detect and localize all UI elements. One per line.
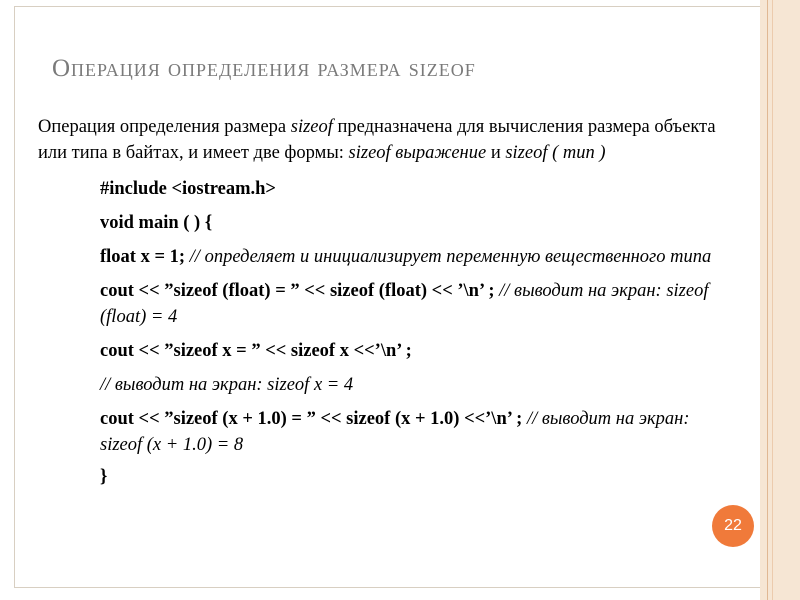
code-line-float (100, 244, 728, 270)
code-line-close (100, 464, 728, 490)
intro-keyword: sizeof выражение (348, 143, 487, 163)
code-line-main (100, 210, 728, 236)
intro-keyword: sizeof ( тип ) (505, 143, 606, 163)
code-text: #include <iostream.h> (100, 179, 276, 199)
decorative-side-bar (760, 0, 800, 600)
code-text: cout << ”sizeof (x + 1.0) = ” << sizeof (x + 1.0) <<’\n’ ; (100, 409, 527, 429)
slide-content (38, 114, 728, 498)
slide-title: Операция определения размера sizeof (52, 55, 476, 82)
intro-paragraph (38, 114, 728, 166)
intro-text: и (486, 143, 506, 163)
code-block (100, 176, 728, 490)
code-comment: // выводит на экран: sizeof (x + 1.0) = 8 (100, 409, 690, 455)
intro-keyword: sizeof (290, 117, 333, 137)
intro-text: Операция определения размера (38, 117, 291, 137)
decorative-line (767, 0, 768, 600)
code-line-include (100, 176, 728, 202)
page-number-badge: 22 (712, 505, 754, 547)
code-text: void main ( ) { (100, 213, 213, 233)
code-line-comment-x (100, 372, 728, 398)
code-text: cout << ”sizeof (float) = ” << sizeof (float) << ’\n’ ; (100, 281, 500, 301)
code-line-cout-float (100, 278, 728, 330)
code-text: float x = 1; (100, 247, 190, 267)
code-text: cout << ”sizeof x = ” << sizeof x <<’\n’ ; (100, 341, 412, 361)
intro-text: предназначена для вычисления размера объекта или типа в байтах, и имеет две формы: (38, 117, 716, 163)
code-text: } (100, 467, 108, 487)
code-line-cout-expr (100, 406, 728, 458)
code-comment: // выводит на экран: sizeof (float) = 4 (100, 281, 709, 327)
code-line-cout-x (100, 338, 728, 364)
decorative-line (772, 0, 773, 600)
code-comment: // определяет и инициализирует переменную вещественного типа (189, 247, 712, 267)
code-comment: // выводит на экран: sizeof x = 4 (100, 375, 354, 395)
